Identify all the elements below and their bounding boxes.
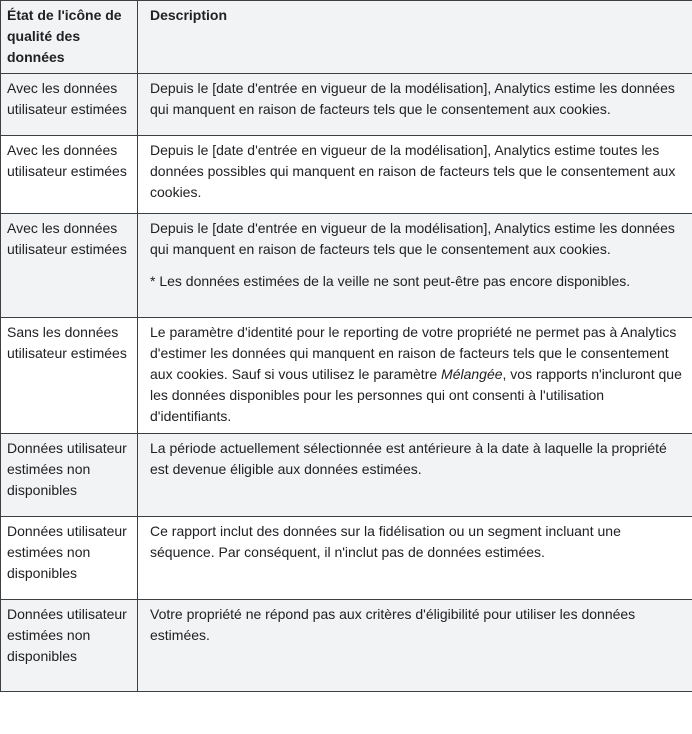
description-text: Depuis le [date d'entrée en vigueur de la modélisation], Analytics estime les données qui manquent en raison de facteurs tels que le consentement aux cookies. xyxy=(150,220,675,257)
description-cell: Votre propriété ne répond pas aux critères d'éligibilité pour utiliser les données estimées. xyxy=(138,600,692,692)
table-row xyxy=(1,74,692,136)
table-row xyxy=(1,517,692,600)
description-cell: La période actuellement sélectionnée est antérieure à la date à laquelle la propriété est devenue éligible aux données estimées. xyxy=(138,434,692,517)
table-row xyxy=(1,318,692,434)
state-cell: Données utilisateur estimées non disponibles xyxy=(1,434,138,517)
description-cell: Depuis le [date d'entrée en vigueur de la modélisation], Analytics estime les données qui manquent en raison de facteurs tels que le consentement aux cookies. xyxy=(138,74,692,136)
state-cell: Avec les données utilisateur estimées xyxy=(1,136,138,214)
emphasized-setting-name: Mélangée xyxy=(441,366,503,382)
state-cell: Données utilisateur estimées non disponibles xyxy=(1,517,138,600)
table-row xyxy=(1,136,692,214)
description-cell: Ce rapport inclut des données sur la fidélisation ou un segment incluant une séquence. Par conséquent, il n'inclut pas de données estimées. xyxy=(138,517,692,600)
state-cell: Avec les données utilisateur estimées xyxy=(1,74,138,136)
table-row xyxy=(1,214,692,318)
description-note: * Les données estimées de la veille ne sont peut-être pas encore disponibles. xyxy=(150,273,631,289)
header-description: Description xyxy=(138,1,692,74)
state-cell: Sans les données utilisateur estimées xyxy=(1,318,138,434)
header-state: État de l'icône de qualité des données xyxy=(1,1,138,74)
state-cell: Avec les données utilisateur estimées xyxy=(1,214,138,318)
table-header-row xyxy=(1,1,692,74)
table-row xyxy=(1,600,692,692)
state-cell: Données utilisateur estimées non disponibles xyxy=(1,600,138,692)
description-cell: Depuis le [date d'entrée en vigueur de la modélisation], Analytics estime toutes les données possibles qui manquent en raison de facteurs tels que le consentement aux cookies. xyxy=(138,136,692,214)
description-cell xyxy=(138,214,692,318)
description-text-end: , vos rapports n'incluront que les données disponibles pour les personnes qui ont consenti à l'utilisation d'identifiants. xyxy=(150,366,682,424)
description-cell xyxy=(138,318,692,434)
description-text-start: Le paramètre d'identité pour le reporting de votre propriété ne permet pas à Analytics d'estimer les données qui manquent en raison de facteurs tels que le consentement aux cookies. Sauf si vous utilisez le paramètre xyxy=(150,324,677,382)
table-row xyxy=(1,434,692,517)
